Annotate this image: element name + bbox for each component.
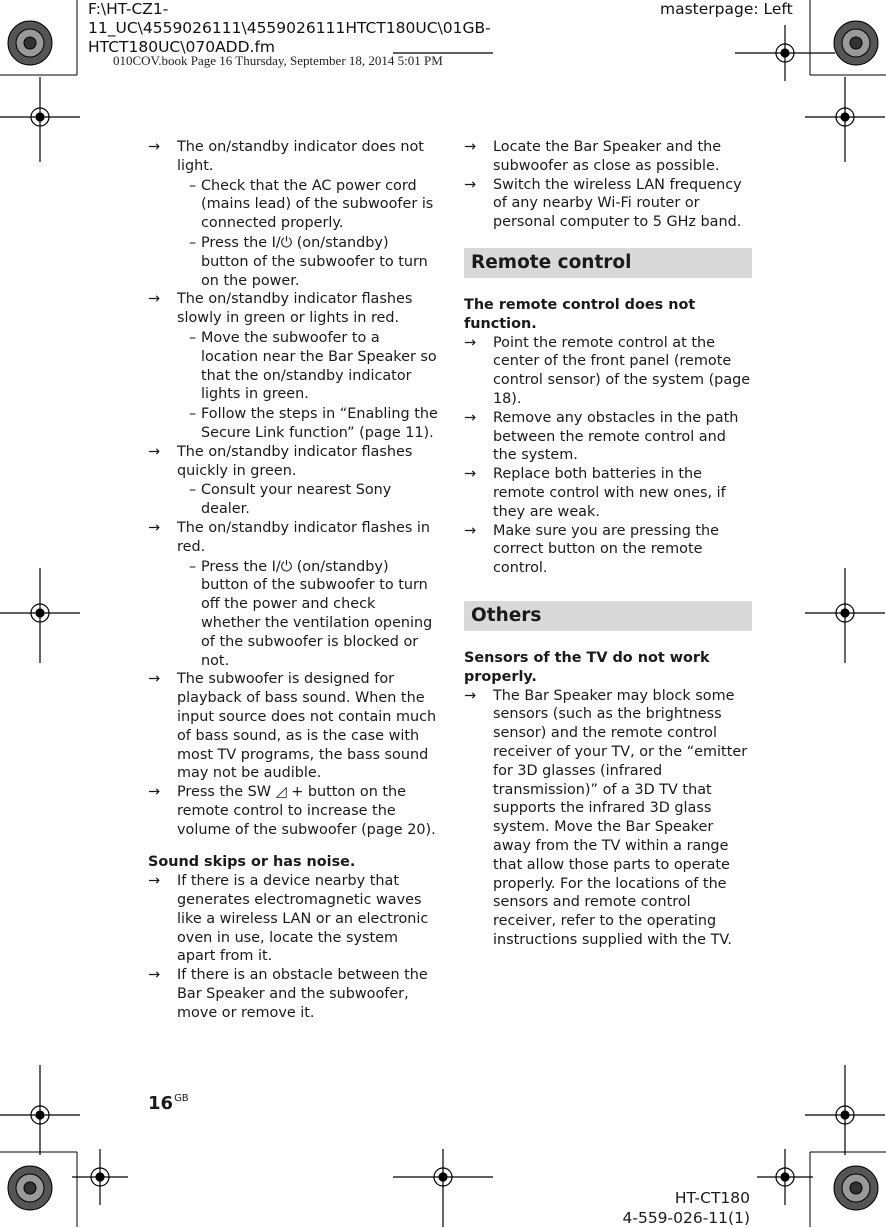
arrow-icon: →: [148, 291, 161, 308]
sub-item: – Press the I/⏻ (on/standby) button of the subwoofer to turn off the power and check whether the ventilation opening of the subwoofer is blocked or not.: [189, 558, 433, 669]
list-item: [464, 522, 752, 578]
arrow-icon: →: [148, 671, 161, 688]
arrow-icon: →: [148, 967, 161, 984]
question-heading: Sound skips or has noise.: [148, 854, 356, 871]
sub-item: – Press the I/⏻ (on/standby) button of the subwoofer to turn on the power.: [189, 234, 428, 289]
sub-item: – Consult your nearest Sony dealer.: [189, 482, 392, 518]
sub-item: – Check that the AC power cord (mains lead) of the subwoofer is connected properly.: [189, 177, 434, 232]
arrow-icon: →: [464, 687, 477, 704]
item-text: The Bar Speaker may block some sensors (such as the brightness sensor) and the remote control receiver of your TV, or the “emitter for 3D glasses (infrared transmission)” of a 3D TV that supports the infrared 3D glass system. Move the Bar Speaker away from the TV within a range that allow those parts to operate properly. For the locations of the sensors and remote control receiver, refer to the operating instructions supplied with the TV.: [493, 687, 748, 948]
part-number: 4-559-026-11(1): [622, 1209, 750, 1227]
item-text: Press the SW ◿ + button on the remote control to increase the volume of the subwoofer (page 20).: [177, 784, 436, 838]
arrow-icon: →: [464, 522, 477, 539]
item-text: Replace both batteries in the remote control with new ones, if they are weak.: [493, 466, 726, 520]
list-item: [148, 966, 438, 1022]
list-item: [148, 519, 438, 557]
model-name: HT-CT180: [674, 1189, 750, 1207]
question-heading: Sensors of the TV do not work properly.: [464, 649, 710, 685]
arrow-icon: →: [148, 784, 161, 801]
masterpage-label: masterpage: Left: [660, 0, 793, 18]
list-item: [148, 670, 438, 783]
list-item: [464, 176, 752, 232]
arrow-icon: →: [148, 873, 161, 890]
list-item: [148, 138, 438, 176]
arrow-icon: →: [464, 409, 477, 426]
list-item: [148, 783, 438, 839]
list-item: [148, 872, 438, 966]
item-text: The on/standby indicator flashes in red.: [177, 519, 431, 555]
crosshair-targets: [0, 25, 885, 1227]
list-item: [464, 409, 752, 465]
page-number: $16^{GB}$: [148, 1093, 189, 1114]
sub-item: – Move the subwoofer to a location near the Bar Speaker so that the on/standby indicator lights in green.: [189, 329, 437, 403]
right-column: [464, 138, 752, 950]
item-text: Locate the Bar Speaker and the subwoofer as close as possible.: [493, 139, 722, 174]
list-item: [148, 443, 438, 481]
arrow-icon: →: [148, 139, 161, 155]
item-text: The on/standby indicator flashes quickly in green.: [177, 443, 413, 479]
section-heading-others: Others: [464, 601, 752, 631]
file-path-line1: F:\HT-CZ1-11_UC\4559026111\4559026111HTCT180UC\01GB-: [88, 0, 491, 37]
item-text: If there is a device nearby that generates electromagnetic waves like a wireless LAN or an electronic oven in use, locate the system apart from it.: [177, 873, 429, 965]
item-text: Point the remote control at the center of the front panel (remote control sensor) of the system (page 18).: [493, 334, 751, 407]
sub-item: – Follow the steps in “Enabling the Secure Link function” (page 11).: [189, 406, 438, 441]
item-text: The on/standby indicator flashes slowly in green or lights in red.: [177, 291, 413, 327]
file-path-header: [88, 0, 568, 57]
arrow-icon: →: [464, 139, 477, 155]
file-path-line2: HTCT180UC\070ADD.fm: [88, 38, 276, 56]
page-suffix: GB: [174, 1093, 189, 1104]
item-text: Remove any obstacles in the path between the remote control and the system.: [493, 409, 739, 464]
list-item: [464, 138, 752, 176]
question-heading: The remote control does not function.: [464, 296, 696, 332]
left-column: [148, 138, 438, 1023]
arrow-icon: →: [148, 443, 161, 460]
item-text: Make sure you are pressing the correct button on the remote control.: [493, 522, 720, 577]
item-text: The subwoofer is designed for playback of bass sound. When the input source does not contain much of bass sound, as is the case with most TV programs, the bass sound may not be audible.: [177, 671, 437, 782]
section-heading-remote-control: Remote control: [464, 248, 752, 278]
arrow-icon: →: [464, 466, 477, 483]
book-info-line: 010COV.book Page 16 Thursday, September 18, 2014 5:01 PM: [113, 53, 443, 68]
arrow-icon: →: [464, 334, 477, 351]
list-item: [464, 465, 752, 521]
item-text: Switch the wireless LAN frequency of any nearby Wi-Fi router or personal computer to 5 GHz band.: [493, 176, 742, 231]
arrow-icon: →: [464, 176, 477, 193]
item-text: If there is an obstacle between the Bar Speaker and the subwoofer, move or remove it.: [177, 967, 428, 1021]
arrow-icon: →: [148, 519, 161, 536]
list-item: [464, 334, 752, 409]
list-item: [464, 687, 752, 950]
item-text: The on/standby indicator does not light.: [177, 139, 424, 174]
model-info: [623, 1188, 751, 1228]
list-item: [148, 290, 438, 328]
